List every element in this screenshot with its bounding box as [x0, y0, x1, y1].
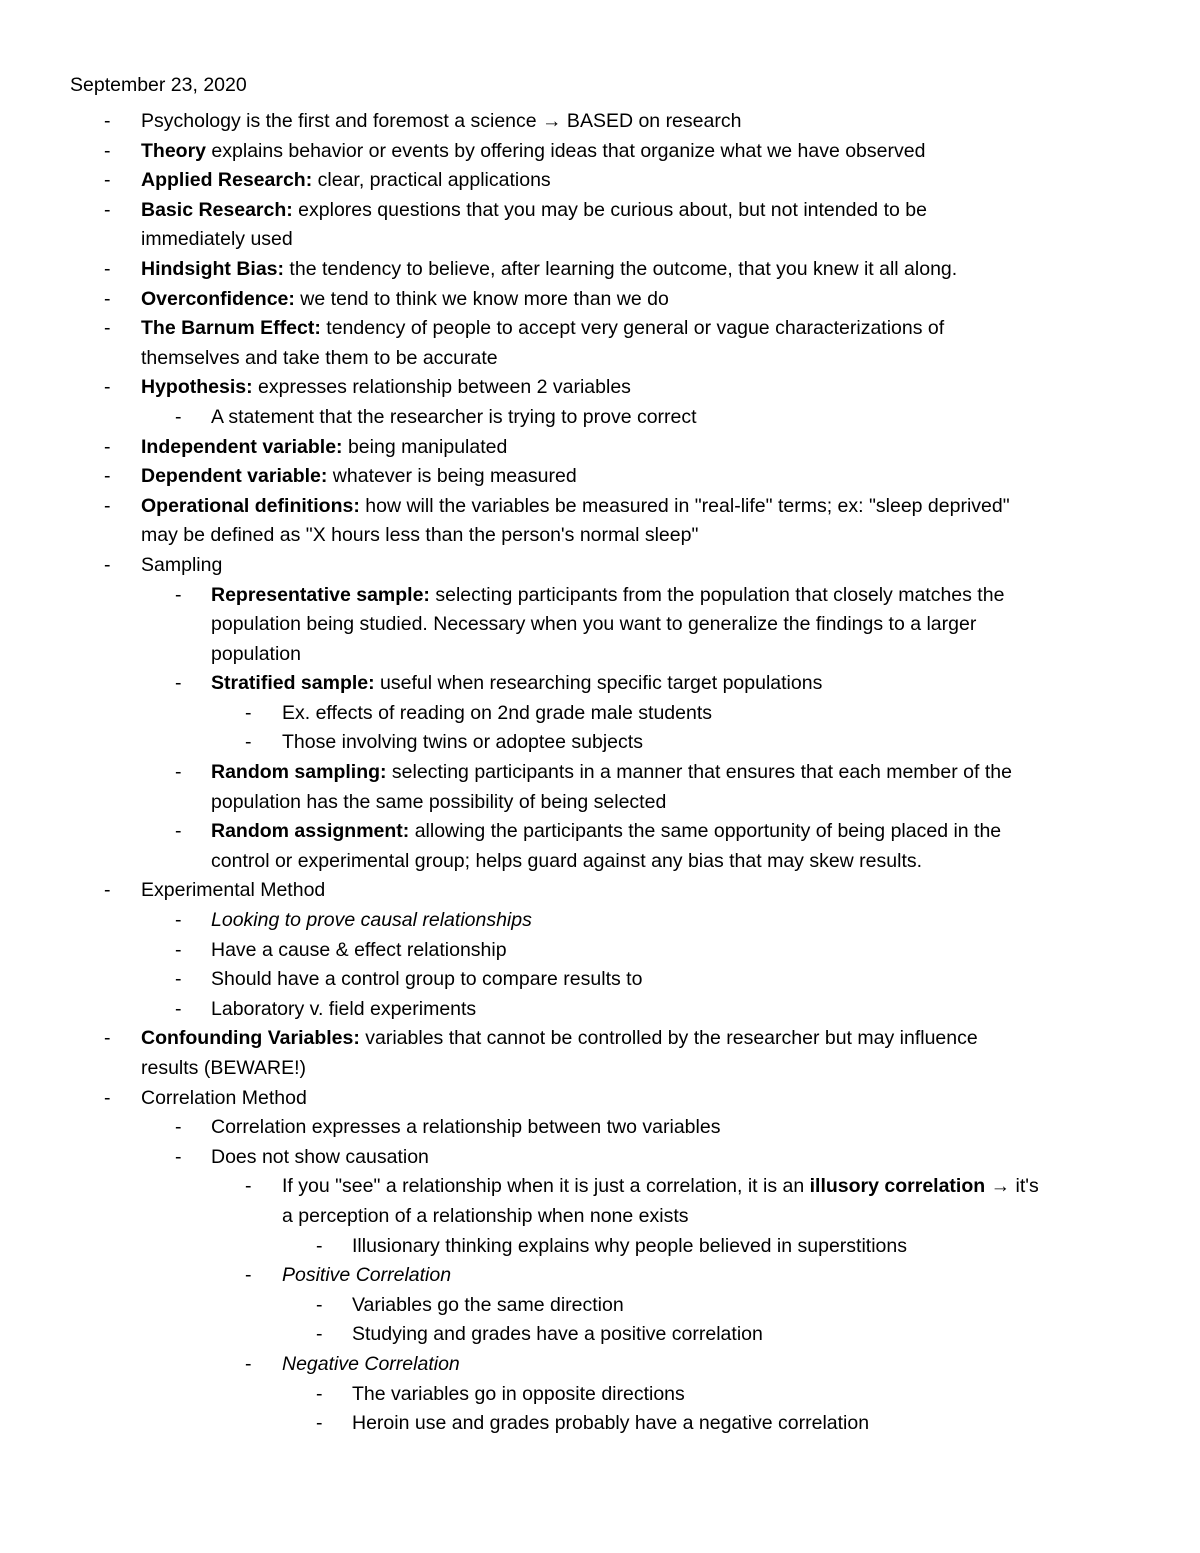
bullet-text: [211, 788, 666, 818]
bullet-text: [141, 1024, 978, 1054]
bullet-dash: -: [104, 376, 111, 399]
bullet-item: [0, 551, 1200, 581]
bullet-text: [352, 1409, 869, 1439]
text-run: Correlation Method: [141, 1086, 307, 1109]
bullet-text: [211, 847, 922, 877]
bullet-item: [0, 1261, 1200, 1291]
bullet-text: [282, 728, 643, 758]
text-run: Illusionary thinking explains why people believed in superstitions: [352, 1234, 907, 1257]
bullet-text: [211, 403, 697, 433]
text-run: Should have a control group to compare results to: [211, 968, 643, 991]
bullet-dash: -: [104, 1086, 111, 1109]
text-run: Those involving twins or adoptee subjects: [282, 731, 643, 754]
text-run: allowing the participants the same opportunity of being placed in the: [409, 820, 1002, 843]
bullet-dash: -: [175, 405, 182, 428]
bullet-dash: -: [104, 257, 111, 280]
text-run: The variables go in opposite directions: [352, 1382, 685, 1405]
document-date: September 23, 2020: [70, 74, 247, 96]
bold-term: Theory: [141, 139, 207, 162]
bullet-text: [141, 1084, 307, 1114]
bullet-item: [0, 403, 1200, 433]
bullet-text: [282, 1350, 460, 1380]
text-run: tendency of people to accept very general or vague characterizations of: [320, 317, 945, 340]
bullet-text: [211, 1113, 720, 1143]
bullet-item: [0, 1024, 1200, 1054]
text-run: explores questions that you may be curious about, but not intended to be: [292, 198, 927, 221]
bullet-dash: -: [175, 968, 182, 991]
bullet-dash: -: [245, 1175, 252, 1198]
bold-term: Applied Research:: [141, 169, 313, 192]
bullet-item: [0, 1172, 1200, 1202]
text-run: Psychology is the first and foremost a science → BASED on research: [141, 110, 742, 132]
bullet-item: [0, 1143, 1200, 1173]
notes-list: [0, 107, 1200, 1439]
bullet-item: [0, 285, 1200, 315]
bullet-text: [141, 137, 925, 167]
bullet-text: [211, 1143, 429, 1173]
text-run: Variables go the same direction: [352, 1293, 624, 1316]
bullet-text: [282, 1172, 1039, 1202]
bullet-dash: -: [316, 1382, 323, 1405]
bullet-dash: -: [316, 1323, 323, 1346]
bullet-text: [141, 492, 1010, 522]
bullet-item: [0, 1380, 1200, 1410]
bullet-dash: -: [175, 583, 182, 606]
bullet-continuation-line: [0, 788, 1200, 818]
text-run: Laboratory v. field experiments: [211, 997, 477, 1020]
text-run: a perception of a relationship when none exists: [282, 1204, 689, 1227]
text-run: whatever is being measured: [327, 465, 577, 488]
bullet-text: [141, 166, 551, 196]
bullet-text: [141, 255, 957, 285]
bullet-item: [0, 255, 1200, 285]
bullet-text: [352, 1380, 685, 1410]
bullet-dash: -: [104, 465, 111, 488]
bullet-item: [0, 462, 1200, 492]
bold-term: Operational definitions:: [141, 494, 360, 517]
bullet-item: [0, 433, 1200, 463]
text-run: selecting participants in a manner that ensures that each member of the: [386, 761, 1012, 784]
bullet-dash: -: [104, 317, 111, 340]
bullet-dash: -: [175, 1116, 182, 1139]
text-run: If you "see" a relationship when it is just a correlation, it is an: [282, 1175, 810, 1198]
text-run: Correlation expresses a relationship between two variables: [211, 1116, 721, 1139]
bullet-dash: -: [104, 287, 111, 310]
text-run: the tendency to believe, after learning the outcome, that you knew it all along.: [284, 257, 958, 280]
bullet-text: [141, 314, 944, 344]
bullet-item: [0, 995, 1200, 1025]
bullet-text: [141, 373, 631, 403]
bullet-dash: -: [104, 435, 111, 458]
bullet-dash: -: [175, 909, 182, 932]
bold-term: Hindsight Bias:: [141, 257, 285, 280]
bold-term: Random assignment:: [211, 820, 410, 843]
bold-term: Stratified sample:: [211, 672, 375, 695]
bullet-dash: -: [104, 169, 111, 192]
text-run: how will the variables be measured in "real-life" terms; ex: "sleep deprived": [359, 494, 1010, 517]
italic-text: Negative Correlation: [282, 1352, 460, 1375]
bullet-item: [0, 1409, 1200, 1439]
bullet-text: [282, 699, 712, 729]
bullet-item: [0, 1084, 1200, 1114]
text-run: expresses relationship between 2 variables: [252, 376, 631, 399]
bold-term: Representative sample:: [211, 583, 430, 606]
text-run: selecting participants from the population that closely matches the: [429, 583, 1005, 606]
italic-text: Looking to prove causal relationships: [211, 909, 532, 932]
bullet-text: [211, 610, 976, 640]
text-run: → it's: [985, 1175, 1039, 1198]
bullet-continuation-line: [0, 521, 1200, 551]
bullet-text: [211, 758, 1012, 788]
text-run: themselves and take them to be accurate: [141, 346, 498, 369]
bullet-dash: -: [175, 997, 182, 1020]
bullet-text: [141, 196, 927, 226]
bullet-item: [0, 492, 1200, 522]
bullet-item: [0, 876, 1200, 906]
bullet-item: [0, 196, 1200, 226]
bold-term: Random sampling:: [211, 761, 387, 784]
bullet-text: [211, 906, 532, 936]
bullet-text: [352, 1291, 624, 1321]
text-run: being manipulated: [342, 435, 508, 458]
bullet-dash: -: [104, 553, 111, 576]
bullet-item: [0, 1113, 1200, 1143]
text-run: explains behavior or events by offering ideas that organize what we have observed: [206, 139, 926, 162]
bullet-dash: -: [175, 1145, 182, 1168]
bullet-dash: -: [316, 1412, 323, 1435]
bullet-dash: -: [245, 1352, 252, 1375]
bold-term: Hypothesis:: [141, 376, 253, 399]
text-run: we tend to think we know more than we do: [294, 287, 669, 310]
bullet-continuation-line: [0, 225, 1200, 255]
bullet-item: [0, 699, 1200, 729]
bullet-item: [0, 817, 1200, 847]
bullet-text: [141, 521, 698, 551]
bullet-item: [0, 965, 1200, 995]
bullet-continuation-line: [0, 1054, 1200, 1084]
bullet-text: [211, 995, 476, 1025]
bold-term: The Barnum Effect:: [141, 317, 321, 340]
bullet-item: [0, 1320, 1200, 1350]
bullet-item: [0, 137, 1200, 167]
bullet-continuation-line: [0, 847, 1200, 877]
italic-text: Positive Correlation: [282, 1264, 452, 1287]
text-run: Heroin use and grades probably have a negative correlation: [352, 1412, 870, 1435]
bullet-item: [0, 936, 1200, 966]
bullet-text: [352, 1320, 763, 1350]
bullet-item: [0, 1350, 1200, 1380]
bold-term: illusory correlation: [809, 1175, 986, 1198]
bullet-text: [282, 1261, 451, 1291]
bullet-text: [141, 344, 498, 374]
bullet-item: [0, 728, 1200, 758]
bullet-text: [211, 640, 301, 670]
bullet-text: [141, 225, 293, 255]
bullet-continuation-line: [0, 640, 1200, 670]
bold-term: Confounding Variables:: [141, 1027, 360, 1050]
bullet-item: [0, 314, 1200, 344]
text-run: clear, practical applications: [312, 169, 551, 192]
bullet-dash: -: [104, 110, 111, 132]
bullet-text: [211, 669, 822, 699]
bullet-dash: -: [316, 1293, 323, 1316]
bullet-dash: -: [104, 198, 111, 221]
bullet-dash: -: [316, 1234, 323, 1257]
bullet-dash: -: [175, 761, 182, 784]
bullet-item: [0, 1232, 1200, 1262]
bullet-dash: -: [245, 1264, 252, 1287]
bullet-continuation-line: [0, 1202, 1200, 1232]
bullet-continuation-line: [0, 610, 1200, 640]
text-run: Ex. effects of reading on 2nd grade male students: [282, 701, 712, 724]
text-run: immediately used: [141, 228, 293, 251]
text-run: population being studied. Necessary when you want to generalize the findings to a larger: [211, 613, 977, 636]
bullet-text: [141, 551, 222, 581]
text-run: A statement that the researcher is trying to prove correct: [211, 405, 697, 428]
bold-term: Basic Research:: [141, 198, 293, 221]
bullet-item: [0, 1291, 1200, 1321]
text-run: may be defined as "X hours less than the person's normal sleep": [141, 524, 699, 547]
bullet-dash: -: [245, 731, 252, 754]
bullet-continuation-line: [0, 344, 1200, 374]
text-run: control or experimental group; helps guard against any bias that may skew results.: [211, 849, 923, 872]
bullet-dash: -: [104, 1027, 111, 1050]
bullet-text: [141, 462, 577, 492]
bullet-text: [352, 1232, 907, 1262]
text-run: Does not show causation: [211, 1145, 429, 1168]
bullet-item: [0, 758, 1200, 788]
text-run: useful when researching specific target populations: [374, 672, 823, 695]
text-run: Experimental Method: [141, 879, 326, 902]
text-run: Sampling: [141, 553, 223, 576]
bullet-text: [211, 817, 1001, 847]
bold-term: Dependent variable:: [141, 465, 328, 488]
bullet-dash: -: [104, 879, 111, 902]
text-run: Studying and grades have a positive correlation: [352, 1323, 763, 1346]
bullet-dash: -: [175, 820, 182, 843]
bullet-text: [141, 285, 669, 315]
bullet-dash: -: [175, 672, 182, 695]
bullet-text: [141, 107, 741, 137]
bullet-text: [282, 1202, 689, 1232]
bullet-dash: -: [245, 701, 252, 724]
bullet-text: [141, 1054, 306, 1084]
bullet-item: [0, 906, 1200, 936]
bullet-text: [211, 965, 642, 995]
bullet-text: [211, 936, 507, 966]
bullet-dash: -: [104, 139, 111, 162]
bullet-text: [141, 433, 507, 463]
bold-term: Independent variable:: [141, 435, 343, 458]
bullet-text: [211, 581, 1004, 611]
text-run: Have a cause & effect relationship: [211, 938, 507, 961]
bullet-item: [0, 373, 1200, 403]
bullet-dash: -: [104, 494, 111, 517]
bullet-item: [0, 166, 1200, 196]
bullet-dash: -: [175, 938, 182, 961]
text-run: results (BEWARE!): [141, 1057, 307, 1079]
text-run: variables that cannot be controlled by the researcher but may influence: [359, 1027, 978, 1050]
bullet-item: [0, 581, 1200, 611]
bullet-text: [141, 876, 325, 906]
bullet-item: [0, 107, 1200, 137]
text-run: population: [211, 642, 301, 665]
bold-term: Overconfidence:: [141, 287, 295, 310]
bullet-item: [0, 669, 1200, 699]
text-run: population has the same possibility of being selected: [211, 790, 667, 813]
